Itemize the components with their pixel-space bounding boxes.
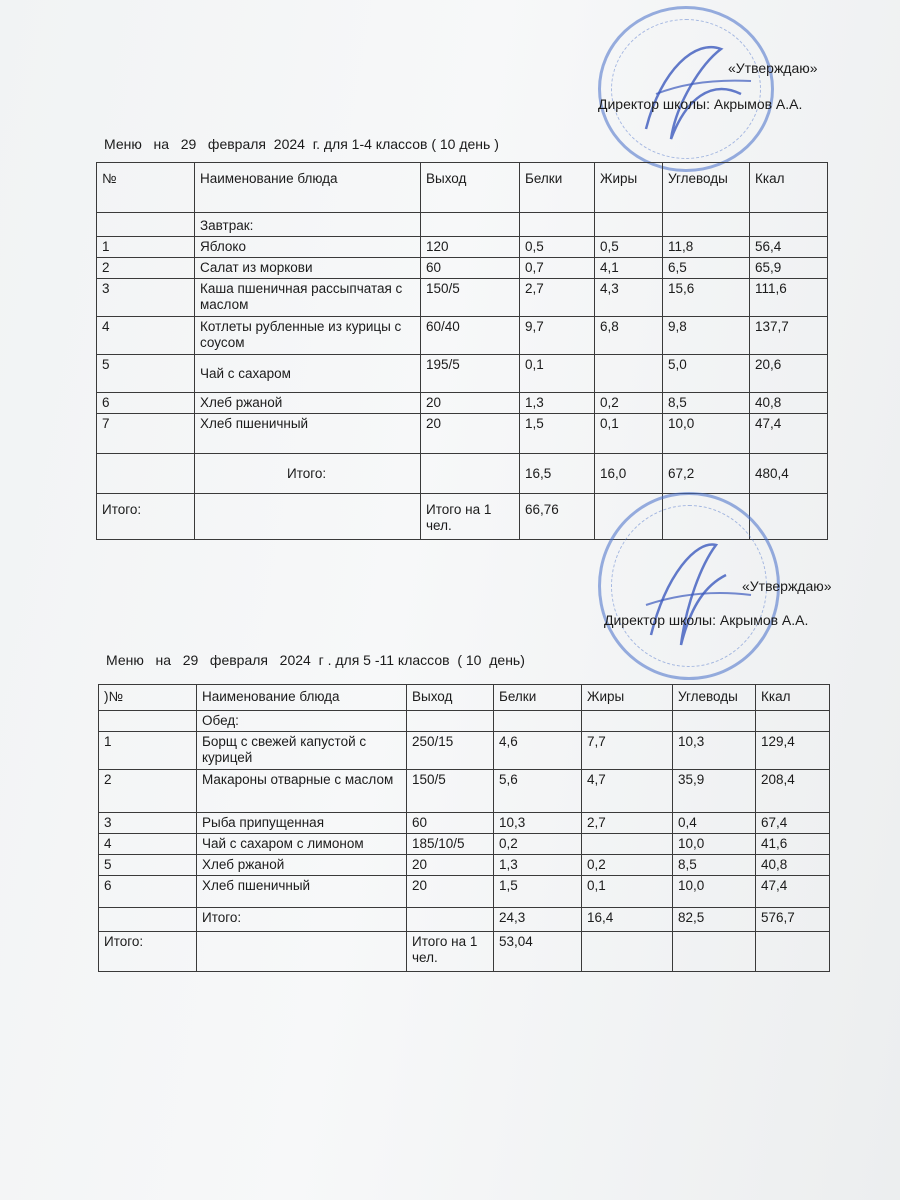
table-row bbox=[97, 393, 828, 414]
per-person-value: 53,04 bbox=[494, 932, 582, 972]
fat bbox=[582, 834, 673, 855]
kcal: 47,4 bbox=[750, 414, 828, 454]
table-header-row bbox=[97, 163, 828, 213]
section-row bbox=[97, 213, 828, 237]
total-row bbox=[97, 454, 828, 494]
row-number: 1 bbox=[99, 732, 197, 770]
per-person-label: Итого на 1 чел. bbox=[407, 932, 494, 972]
portion: 60 bbox=[421, 258, 520, 279]
total-protein: 16,5 bbox=[520, 454, 595, 494]
portion: 150/5 bbox=[421, 279, 520, 317]
row-number: 6 bbox=[99, 876, 197, 908]
table-row bbox=[97, 279, 828, 317]
row-number: 5 bbox=[99, 855, 197, 876]
table-row bbox=[99, 855, 830, 876]
total-row bbox=[99, 908, 830, 932]
protein: 1,5 bbox=[494, 876, 582, 908]
table-row bbox=[99, 834, 830, 855]
portion: 150/5 bbox=[407, 770, 494, 813]
section-row bbox=[99, 711, 830, 732]
portion: 185/10/5 bbox=[407, 834, 494, 855]
portion: 120 bbox=[421, 237, 520, 258]
total-carbs: 67,2 bbox=[663, 454, 750, 494]
portion: 60 bbox=[407, 813, 494, 834]
fat: 4,3 bbox=[595, 279, 663, 317]
header-cell: Наименование блюда bbox=[195, 163, 421, 213]
table-row bbox=[97, 258, 828, 279]
fat: 7,7 bbox=[582, 732, 673, 770]
kcal: 40,8 bbox=[756, 855, 830, 876]
total-label: Итого: bbox=[197, 908, 407, 932]
table-row bbox=[99, 770, 830, 813]
kcal: 20,6 bbox=[750, 355, 828, 393]
dish-name: Хлеб пшеничный bbox=[195, 414, 421, 454]
row-number: 2 bbox=[99, 770, 197, 813]
table-row bbox=[99, 732, 830, 770]
protein: 9,7 bbox=[520, 317, 595, 355]
carbs: 0,4 bbox=[673, 813, 756, 834]
carbs: 10,0 bbox=[673, 834, 756, 855]
carbs: 11,8 bbox=[663, 237, 750, 258]
carbs: 35,9 bbox=[673, 770, 756, 813]
header-cell: Выход bbox=[407, 685, 494, 711]
protein: 0,2 bbox=[494, 834, 582, 855]
portion: 250/15 bbox=[407, 732, 494, 770]
fat bbox=[595, 355, 663, 393]
total-kcal: 480,4 bbox=[750, 454, 828, 494]
carbs: 10,0 bbox=[673, 876, 756, 908]
approve-title: «Утверждаю» bbox=[728, 60, 818, 76]
protein: 2,7 bbox=[520, 279, 595, 317]
kcal: 65,9 bbox=[750, 258, 828, 279]
row-number: 4 bbox=[97, 317, 195, 355]
table-row bbox=[97, 317, 828, 355]
kcal: 47,4 bbox=[756, 876, 830, 908]
total-label: Итого: bbox=[195, 454, 421, 494]
row-number: 6 bbox=[97, 393, 195, 414]
dish-name: Рыба припущенная bbox=[197, 813, 407, 834]
dish-name: Каша пшеничная рассыпчатая с маслом bbox=[195, 279, 421, 317]
school-seal-stamp bbox=[598, 6, 774, 172]
header-cell: Ккал bbox=[756, 685, 830, 711]
dish-name: Котлеты рубленные из курицы с соусом bbox=[195, 317, 421, 355]
fat: 2,7 bbox=[582, 813, 673, 834]
header-cell: Углеводы bbox=[673, 685, 756, 711]
header-cell: № bbox=[97, 163, 195, 213]
protein: 1,3 bbox=[494, 855, 582, 876]
kcal: 129,4 bbox=[756, 732, 830, 770]
row-number: 3 bbox=[97, 279, 195, 317]
dish-name: Борщ с свежей капустой с курицей bbox=[197, 732, 407, 770]
portion: 20 bbox=[407, 855, 494, 876]
header-cell: Выход bbox=[421, 163, 520, 213]
header-cell: Наименование блюда bbox=[197, 685, 407, 711]
menu-table-1 bbox=[96, 162, 828, 540]
final-label: Итого: bbox=[99, 932, 197, 972]
total-fat: 16,4 bbox=[582, 908, 673, 932]
portion: 60/40 bbox=[421, 317, 520, 355]
director-line: Директор школы: Акрымов А.А. bbox=[598, 96, 803, 112]
carbs: 10,0 bbox=[663, 414, 750, 454]
final-label: Итого: bbox=[97, 494, 195, 540]
fat: 0,5 bbox=[595, 237, 663, 258]
fat: 4,1 bbox=[595, 258, 663, 279]
row-number: 1 bbox=[97, 237, 195, 258]
dish-name: Чай с сахаром с лимоном bbox=[197, 834, 407, 855]
fat: 0,2 bbox=[582, 855, 673, 876]
kcal: 41,6 bbox=[756, 834, 830, 855]
header-cell: Ккал bbox=[750, 163, 828, 213]
approve-title: «Утверждаю» bbox=[742, 578, 832, 594]
total-carbs: 82,5 bbox=[673, 908, 756, 932]
protein: 0,5 bbox=[520, 237, 595, 258]
carbs: 8,5 bbox=[673, 855, 756, 876]
fat: 0,2 bbox=[595, 393, 663, 414]
menu-table-2 bbox=[98, 684, 830, 972]
carbs: 8,5 bbox=[663, 393, 750, 414]
kcal: 56,4 bbox=[750, 237, 828, 258]
protein: 1,5 bbox=[520, 414, 595, 454]
portion: 195/5 bbox=[421, 355, 520, 393]
kcal: 40,8 bbox=[750, 393, 828, 414]
row-number: 7 bbox=[97, 414, 195, 454]
section-label: Обед: bbox=[197, 711, 407, 732]
menu-heading-1: Меню на 29 февраля 2024 г. для 1-4 классов ( 10 день ) bbox=[104, 136, 499, 152]
dish-name: Хлеб ржаной bbox=[195, 393, 421, 414]
per-person-row bbox=[99, 932, 830, 972]
carbs: 10,3 bbox=[673, 732, 756, 770]
per-person-value: 66,76 bbox=[520, 494, 595, 540]
portion: 20 bbox=[421, 393, 520, 414]
protein: 5,6 bbox=[494, 770, 582, 813]
portion: 20 bbox=[407, 876, 494, 908]
protein: 4,6 bbox=[494, 732, 582, 770]
row-number: 3 bbox=[99, 813, 197, 834]
header-cell: Жиры bbox=[582, 685, 673, 711]
total-kcal: 576,7 bbox=[756, 908, 830, 932]
per-person-label: Итого на 1 чел. bbox=[421, 494, 520, 540]
protein: 0,7 bbox=[520, 258, 595, 279]
carbs: 6,5 bbox=[663, 258, 750, 279]
menu-heading-2: Меню на 29 февраля 2024 г . для 5 -11 классов ( 10 день) bbox=[106, 652, 525, 668]
dish-name: Чай с сахаром bbox=[195, 355, 421, 393]
dish-name: Яблоко bbox=[195, 237, 421, 258]
table-header-row bbox=[99, 685, 830, 711]
carbs: 15,6 bbox=[663, 279, 750, 317]
director-line: Директор школы: Акрымов А.А. bbox=[604, 612, 809, 628]
protein: 1,3 bbox=[520, 393, 595, 414]
row-number: 4 bbox=[99, 834, 197, 855]
portion: 20 bbox=[421, 414, 520, 454]
dish-name: Хлеб пшеничный bbox=[197, 876, 407, 908]
row-number: 5 bbox=[97, 355, 195, 393]
signature-icon bbox=[601, 9, 771, 169]
protein: 10,3 bbox=[494, 813, 582, 834]
carbs: 5,0 bbox=[663, 355, 750, 393]
fat: 4,7 bbox=[582, 770, 673, 813]
fat: 6,8 bbox=[595, 317, 663, 355]
section-label: Завтрак: bbox=[195, 213, 421, 237]
table-row bbox=[97, 414, 828, 454]
total-fat: 16,0 bbox=[595, 454, 663, 494]
header-cell: Белки bbox=[520, 163, 595, 213]
kcal: 111,6 bbox=[750, 279, 828, 317]
dish-name: Салат из моркови bbox=[195, 258, 421, 279]
kcal: 137,7 bbox=[750, 317, 828, 355]
header-cell: Углеводы bbox=[663, 163, 750, 213]
kcal: 208,4 bbox=[756, 770, 830, 813]
fat: 0,1 bbox=[595, 414, 663, 454]
fat: 0,1 bbox=[582, 876, 673, 908]
protein: 0,1 bbox=[520, 355, 595, 393]
row-number: 2 bbox=[97, 258, 195, 279]
total-protein: 24,3 bbox=[494, 908, 582, 932]
table-row bbox=[97, 355, 828, 393]
table-row bbox=[97, 237, 828, 258]
table-row bbox=[99, 876, 830, 908]
table-row bbox=[99, 813, 830, 834]
header-cell: Белки bbox=[494, 685, 582, 711]
header-cell: )№ bbox=[99, 685, 197, 711]
dish-name: Макароны отварные с маслом bbox=[197, 770, 407, 813]
kcal: 67,4 bbox=[756, 813, 830, 834]
dish-name: Хлеб ржаной bbox=[197, 855, 407, 876]
carbs: 9,8 bbox=[663, 317, 750, 355]
header-cell: Жиры bbox=[595, 163, 663, 213]
